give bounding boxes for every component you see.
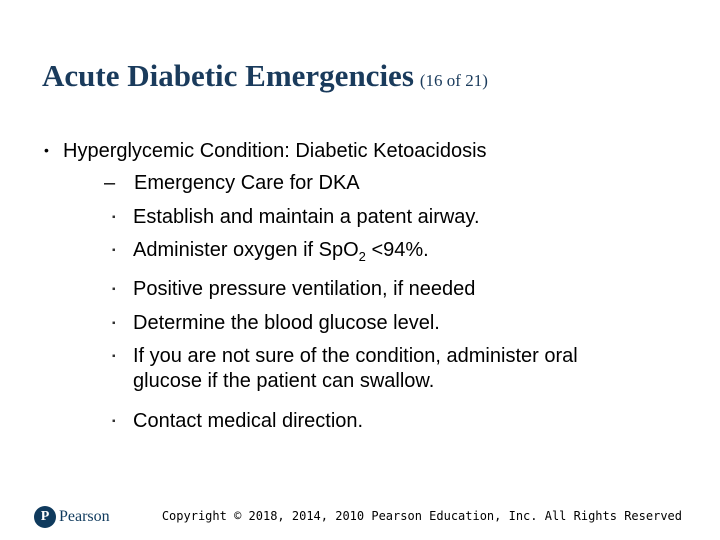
copyright-notice: Copyright © 2018, 2014, 2010 Pearson Education, Inc. All Rights Reserved bbox=[161, 509, 682, 523]
pearson-logo bbox=[34, 505, 110, 529]
bullet-dot-icon: • bbox=[44, 142, 49, 158]
list-item bbox=[112, 277, 475, 302]
list-item-text-end: <94%. bbox=[365, 239, 429, 261]
subscript-2: 2 bbox=[358, 249, 366, 264]
pearson-logo-text: Pearson bbox=[59, 508, 110, 525]
list-item-text: Contact medical direction. bbox=[133, 410, 364, 432]
pearson-logo-icon: P bbox=[34, 506, 56, 528]
list-item-text: Positive pressure ventilation, if needed bbox=[133, 278, 476, 300]
square-bullet-icon: ▪ bbox=[112, 351, 116, 362]
square-bullet-icon: ▪ bbox=[112, 284, 116, 295]
bullet-level1-text: Hyperglycemic Condition: Diabetic Ketoacidosis bbox=[63, 140, 487, 162]
dash-marker-icon: – bbox=[104, 172, 116, 194]
list-item bbox=[112, 238, 429, 263]
list-item bbox=[112, 409, 363, 434]
bullet-level2 bbox=[104, 171, 360, 195]
slide-counter: (16 of 21) bbox=[419, 71, 488, 90]
list-item-text-start: Administer oxygen if Sp bbox=[133, 239, 344, 261]
list-item-text-o: O bbox=[343, 239, 359, 261]
square-bullet-icon: ▪ bbox=[112, 212, 116, 223]
square-bullet-icon: ▪ bbox=[112, 416, 116, 427]
slide-title bbox=[42, 58, 488, 94]
list-item bbox=[112, 311, 440, 336]
bullet-level2-text: Emergency Care for DKA bbox=[134, 172, 360, 194]
slide-title-text: Acute Diabetic Emergencies bbox=[42, 58, 414, 93]
list-item-text: Establish and maintain a patent airway. bbox=[133, 206, 480, 228]
bullet-level1 bbox=[44, 138, 487, 163]
square-bullet-icon: ▪ bbox=[112, 318, 116, 329]
list-item-text-line2: glucose if the patient can swallow. bbox=[133, 370, 435, 392]
list-item-text: Determine the blood glucose level. bbox=[133, 312, 440, 334]
list-item bbox=[112, 205, 480, 230]
square-bullet-icon: ▪ bbox=[112, 245, 116, 256]
list-item bbox=[112, 344, 578, 393]
list-item-text-line1: If you are not sure of the condition, administer oral bbox=[133, 345, 578, 367]
